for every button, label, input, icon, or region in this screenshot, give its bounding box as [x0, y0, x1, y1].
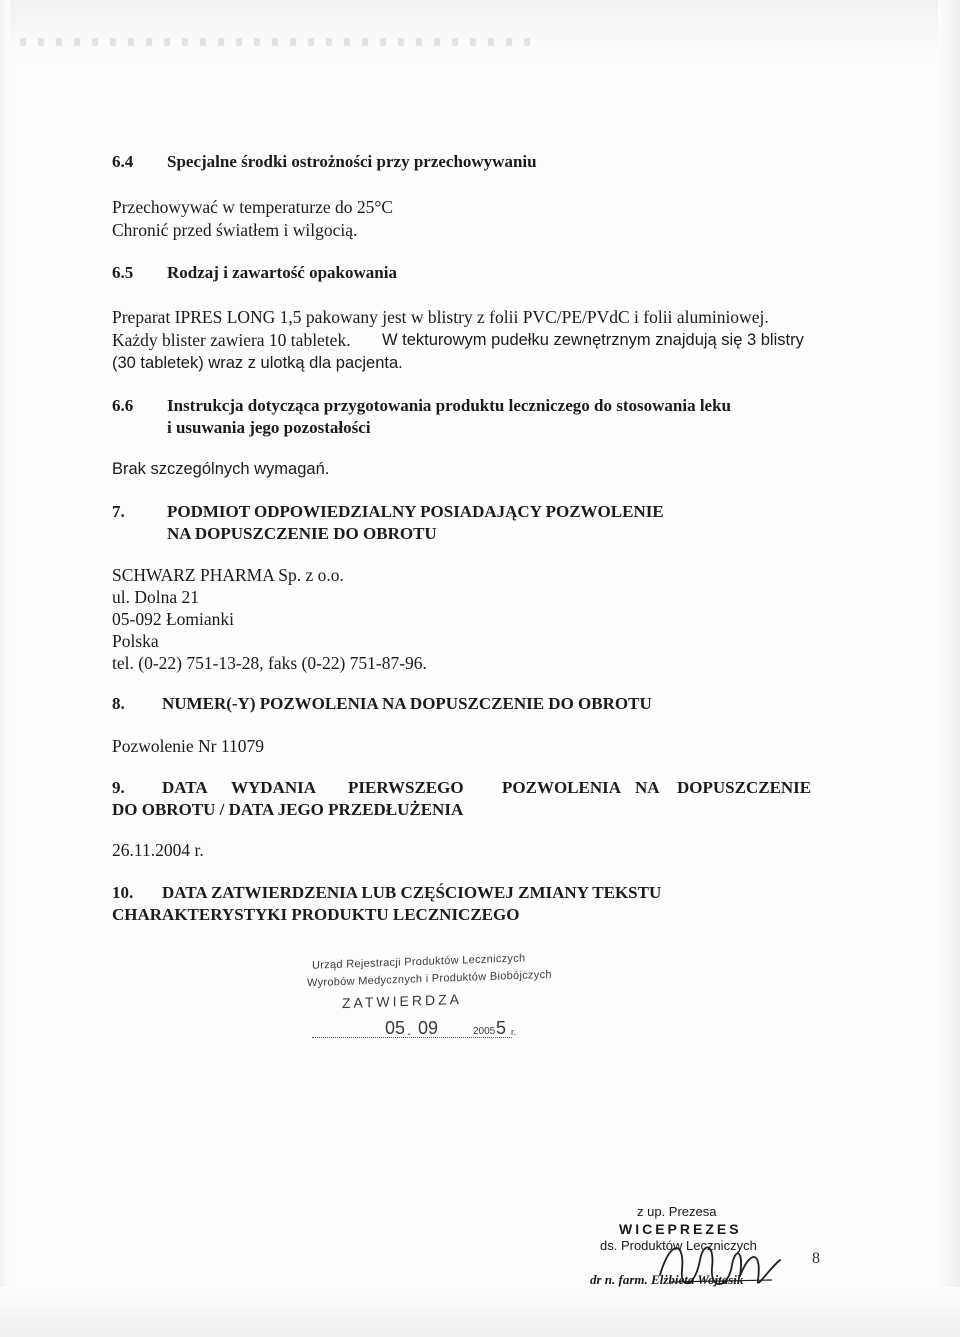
section-7-number: 7. — [112, 502, 125, 521]
section-6-4-heading: Specjalne środki ostrożności przy przechowywaniu — [167, 152, 537, 171]
section-7-heading-line-2: NA DOPUSZCZENIE DO OBROTU — [167, 524, 437, 543]
stamp-date-dotted-line — [312, 1037, 512, 1038]
section-9-word-2: WYDANIA — [231, 778, 316, 797]
page-number: 8 — [812, 1250, 820, 1267]
section-9-word-6: DOPUSZCZENIE — [677, 778, 812, 797]
signature-department: ds. Produktów Leczniczych — [600, 1238, 757, 1253]
section-6-5-heading: Rodzaj i zawartość opakowania — [167, 263, 397, 282]
section-10-number: 10. — [112, 883, 134, 902]
company-name: SCHWARZ PHARMA Sp. z o.o. — [112, 565, 344, 585]
stamp-line-1: Urząd Rejestracji Produktów Leczniczych — [312, 952, 526, 972]
section-6-4-number: 6.4 — [112, 152, 134, 171]
section-10-heading-line-2: CHARAKTERYSTYKI PRODUKTU LECZNICZEGO — [112, 905, 520, 924]
stamp-date-year: 2005 — [473, 1026, 496, 1037]
storage-temperature-text: Przechowywać w temperaturze do 25°C — [112, 197, 394, 217]
scan-shadow-right — [938, 0, 960, 1337]
stamp-date-month: 09 — [418, 1018, 439, 1038]
section-6-6-heading-line-2: i usuwania jego pozostałości — [167, 418, 371, 437]
handwritten-signature — [640, 1230, 790, 1300]
authorization-number: Pozwolenie Nr 11079 — [112, 736, 264, 756]
section-8-heading: NUMER(-Y) POZWOLENIA NA DOPUSZCZENIE DO OBROTU — [162, 694, 652, 713]
section-6-6-number: 6.6 — [112, 396, 134, 415]
scan-noise — [20, 38, 540, 46]
company-postal-city: 05-092 Łomianki — [112, 609, 234, 629]
company-street: ul. Dolna 21 — [112, 587, 200, 607]
signature-name: dr n. farm. Elżbieta Wojtasik — [590, 1272, 744, 1287]
section-6-6-heading-line-1: Instrukcja dotycząca przygotowania produktu leczniczego do stosowania leku — [167, 396, 731, 415]
section-7-heading-line-1: PODMIOT ODPOWIEDZIALNY POSIADAJĄCY POZWOLENIE — [167, 502, 664, 521]
packaging-text-line-2b: W tekturowym pudełku zewnętrznym znajdują się 3 blistry — [382, 331, 804, 349]
section-9-word-3: PIERWSZEGO — [348, 778, 464, 797]
company-phone-fax: tel. (0-22) 751-13-28, faks (0-22) 751-87-96. — [112, 653, 427, 673]
stamp-line-2: Wyrobów Medycznych i Produktów Biobójczych — [307, 968, 552, 990]
stamp-date-separator: . — [407, 1022, 411, 1038]
stamp-date-day: 05 — [385, 1018, 406, 1038]
scan-shadow-top — [0, 0, 960, 60]
first-authorization-date: 26.11.2004 r. — [112, 840, 204, 860]
packaging-text-line-2a: Każdy blister zawiera 10 tabletek. — [112, 330, 351, 350]
section-9-word-5: NA — [635, 778, 660, 797]
packaging-text-line-1: Preparat IPRES LONG 1,5 pakowany jest w blistry z folii PVC/PE/PVdC i folii aluminiowej. — [112, 307, 769, 327]
section-9-number: 9. — [112, 778, 125, 797]
packaging-text-line-3: (30 tabletek) wraz z ulotką dla pacjenta. — [112, 354, 403, 372]
stamp-approve-label: ZATWIERDZA — [342, 990, 462, 1012]
signature-on-behalf: z up. Prezesa — [637, 1204, 717, 1219]
scan-shadow-bottom — [0, 1287, 960, 1337]
scan-shadow-left — [0, 0, 10, 1337]
storage-protection-text: Chronić przed światłem i wilgocią. — [112, 220, 358, 240]
stamp-date-handwritten-mark: 5 — [496, 1018, 507, 1038]
section-6-5-number: 6.5 — [112, 263, 134, 282]
signature-stroke — [660, 1247, 780, 1284]
signature-underline-stroke — [670, 1280, 772, 1282]
section-9-word-1: DATA — [162, 778, 208, 797]
company-country: Polska — [112, 631, 159, 651]
no-special-requirements-text: Brak szczególnych wymagań. — [112, 460, 330, 478]
section-10-heading-line-1: DATA ZATWIERDZENIA LUB CZĘŚCIOWEJ ZMIANY TEKSTU — [162, 883, 662, 902]
section-9-heading-line-2: DO OBROTU / DATA JEGO PRZEDŁUŻENIA — [112, 800, 464, 819]
section-8-number: 8. — [112, 694, 125, 713]
section-9-word-4: POZWOLENIA — [502, 778, 622, 797]
stamp-date-suffix: r. — [511, 1027, 517, 1037]
signature-title: WICEPREZES — [619, 1221, 742, 1237]
